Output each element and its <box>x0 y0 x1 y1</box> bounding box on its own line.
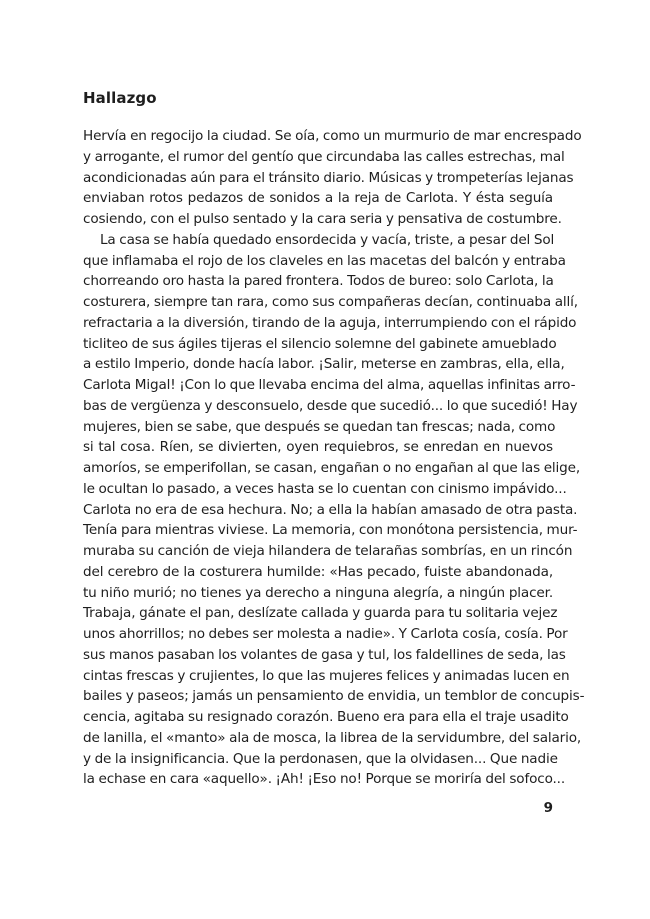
body-text <box>83 126 585 790</box>
text-line: cosiendo, con el pulso sentado y la cara seria y pensativa de costumbre. <box>83 211 562 227</box>
text-line: amoríos, se emperifollan, se casan, engañan o no engañan al que las elige, <box>83 460 581 476</box>
text-line: enviaban rotos pedazos de sonidos a la reja de Carlota. Y ésta seguía <box>83 190 553 207</box>
text-line: y arrogante, el rumor del gentío que circundaba las calles estrechas, mal <box>83 148 565 165</box>
chapter-title: Hallazgo <box>83 89 157 107</box>
text-line: mujeres, bien se sabe, que después se quedan tan frescas; nada, como <box>83 418 556 435</box>
text-line: cencia, agitaba su resignado corazón. Bueno era para ella el traje usadito <box>83 709 569 725</box>
text-line: muraba su canción de vieja hilandera de telarañas sombrías, en un rincón <box>83 543 573 559</box>
text-line: acondicionadas aún para el tránsito diario. Músicas y trompeterías lejanas <box>83 169 574 186</box>
text-line: Tenía para mientras viviese. La memoria, con monótona persistencia, mur- <box>83 522 578 539</box>
text-line: unos ahorrillos; no debes ser molesta a nadie». Y Carlota cosía, cosía. Por <box>83 626 568 642</box>
text-line: a estilo Imperio, donde hacía labor. ¡Salir, meterse en zambras, ella, ella, <box>83 356 565 373</box>
text-line: Hervía en regocijo la ciudad. Se oía, como un murmurio de mar encrespado <box>83 128 582 144</box>
text-line: cintas frescas y crujientes, lo que las mujeres felices y animadas lucen en <box>83 667 570 684</box>
text-line: Trabaja, gánate el pan, deslízate callada y guarda para tu solitaria vejez <box>83 605 558 622</box>
text-line: del cerebro de la costurera humilde: «Has pecado, fuiste abandonada, <box>83 563 553 580</box>
text-line: que inflamaba el rojo de los claveles en las macetas del balcón y entraba <box>83 252 566 269</box>
page-number: 9 <box>543 800 553 816</box>
text-line: Carlota no era de esa hechura. No; a ella la habían amasado de otra pasta. <box>83 501 578 518</box>
text-line: sus manos pasaban los volantes de gasa y tul, los faldellines de seda, las <box>83 646 566 663</box>
text-line: bas de vergüenza y desconsuelo, desde que sucedió... lo que sucedió! Hay <box>83 397 578 414</box>
text-line: y de la insignificancia. Que la perdonasen, que la olvidasen... Que nadie <box>83 750 558 767</box>
text-line: Carlota Migal! ¡Con lo que llevaba encima del alma, aquellas infinitas arro- <box>83 377 576 393</box>
text-line: le ocultan lo pasado, a veces hasta se lo cuentan con cinismo impávido... <box>83 480 567 497</box>
text-line: costurera, siempre tan rara, como sus compañeras decían, continuaba allí, <box>83 294 578 310</box>
text-line: de lanilla, el «manto» ala de mosca, la librea de la servidumbre, del salario, <box>83 729 582 746</box>
text-line: tu niño murió; no tienes ya derecho a ninguna alegría, a ningún placer. <box>83 584 553 601</box>
text-line: chorreando oro hasta la pared frontera. Todos de bureo: solo Carlota, la <box>83 273 554 290</box>
text-line: ticliteo de sus ágiles tijeras el silencio solemne del gabinete amueblado <box>83 335 557 352</box>
text-line: refractaria a la diversión, tirando de la aguja, interrumpiendo con el rápido <box>83 314 577 331</box>
text-line: la echase en cara «aquello». ¡Ah! ¡Eso no! Porque se moriría del sofoco... <box>83 771 566 788</box>
text-line: si tal cosa. Ríen, se divierten, oyen requiebros, se enredan en nuevos <box>83 439 553 456</box>
text-line: bailes y paseos; jamás un pensamiento de envidia, un temblor de concupis- <box>83 688 585 705</box>
text-line: La casa se había quedado ensordecida y vacía, triste, a pesar del Sol <box>100 231 555 248</box>
